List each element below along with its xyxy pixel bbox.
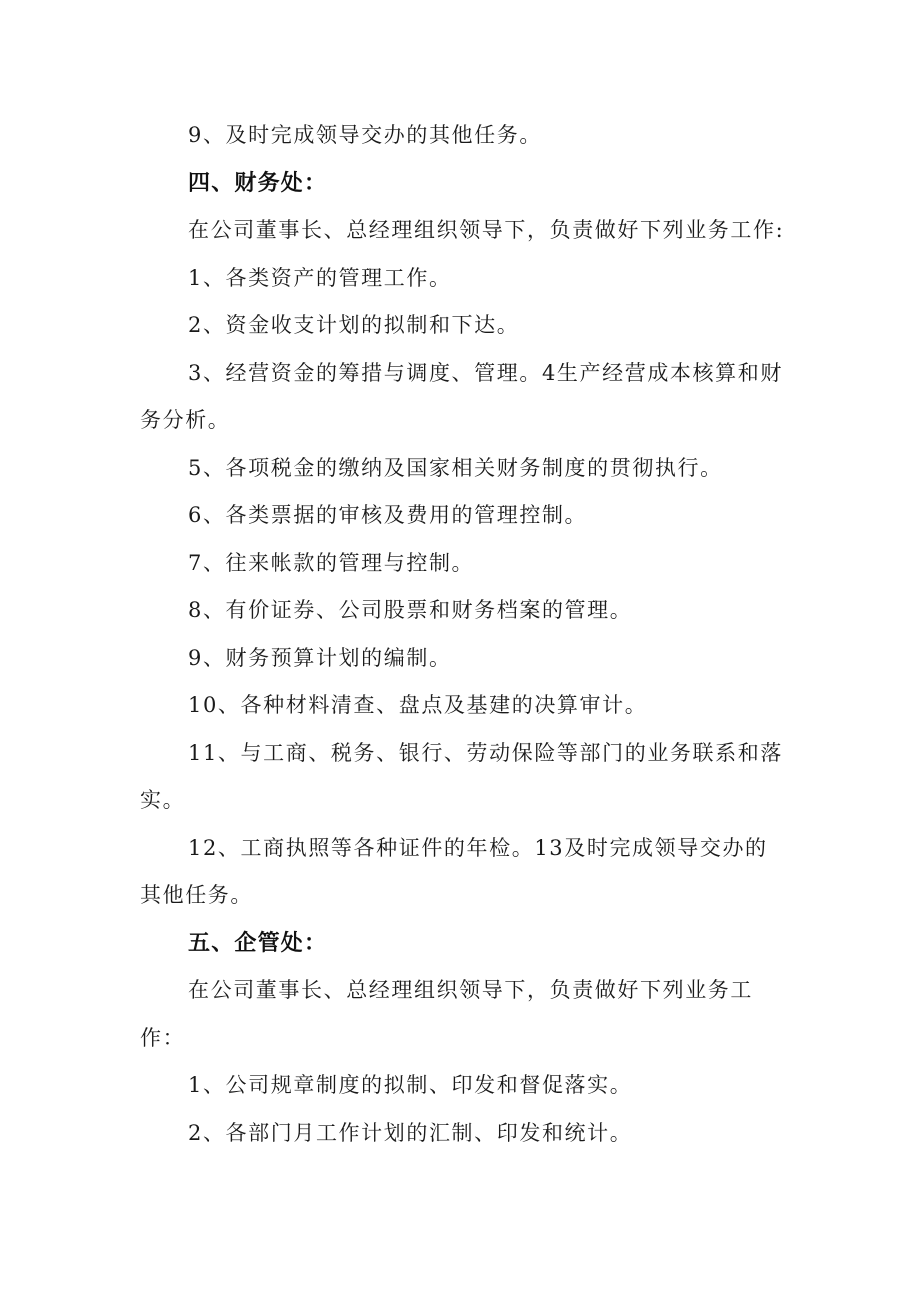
list-item: 7、往来帐款的管理与控制。: [188, 550, 475, 575]
list-item: 9、财务预算计划的编制。: [188, 645, 452, 670]
list-item: 1、各类资产的管理工作。: [188, 265, 452, 290]
list-item: 11、与工商、税务、银行、劳动保险等部门的业务联系和落实。: [140, 740, 783, 812]
intro-paragraph: 在公司董事长、总经理组织领导下，负责做好下列业务工作：: [140, 978, 753, 1050]
list-item: 1、公司规章制度的拟制、印发和督促落实。: [188, 1073, 633, 1097]
section-heading-finance: 四、财务处：: [188, 170, 328, 196]
list-item: 8、有价证券、公司股票和财务档案的管理。: [188, 598, 633, 622]
intro-paragraph: 在公司董事长、总经理组织领导下，负责做好下列业务工作:: [188, 218, 785, 242]
list-item: 10、各种材料清查、盘点及基建的决算审计。: [188, 693, 648, 717]
list-item: 12、工商执照等各种证件的年检。13及时完成领导交办的其他任务。: [140, 835, 768, 907]
list-item: 2、资金收支计划的拟制和下达。: [188, 313, 520, 337]
list-item: 9、及时完成领导交办的其他任务。: [188, 123, 542, 147]
section-heading-management: 五、企管处：: [188, 930, 328, 956]
list-item: 3、经营资金的筹措与调度、管理。4生产经营成本核算和财务分析。: [140, 360, 783, 432]
document-body: [140, 112, 790, 1157]
list-item: 6、各类票据的审核及费用的管理控制。: [188, 503, 588, 527]
list-item: 5、各项税金的缴纳及国家相关财务制度的贯彻执行。: [188, 455, 723, 480]
list-item: 2、各部门月工作计划的汇制、印发和统计。: [188, 1120, 633, 1145]
